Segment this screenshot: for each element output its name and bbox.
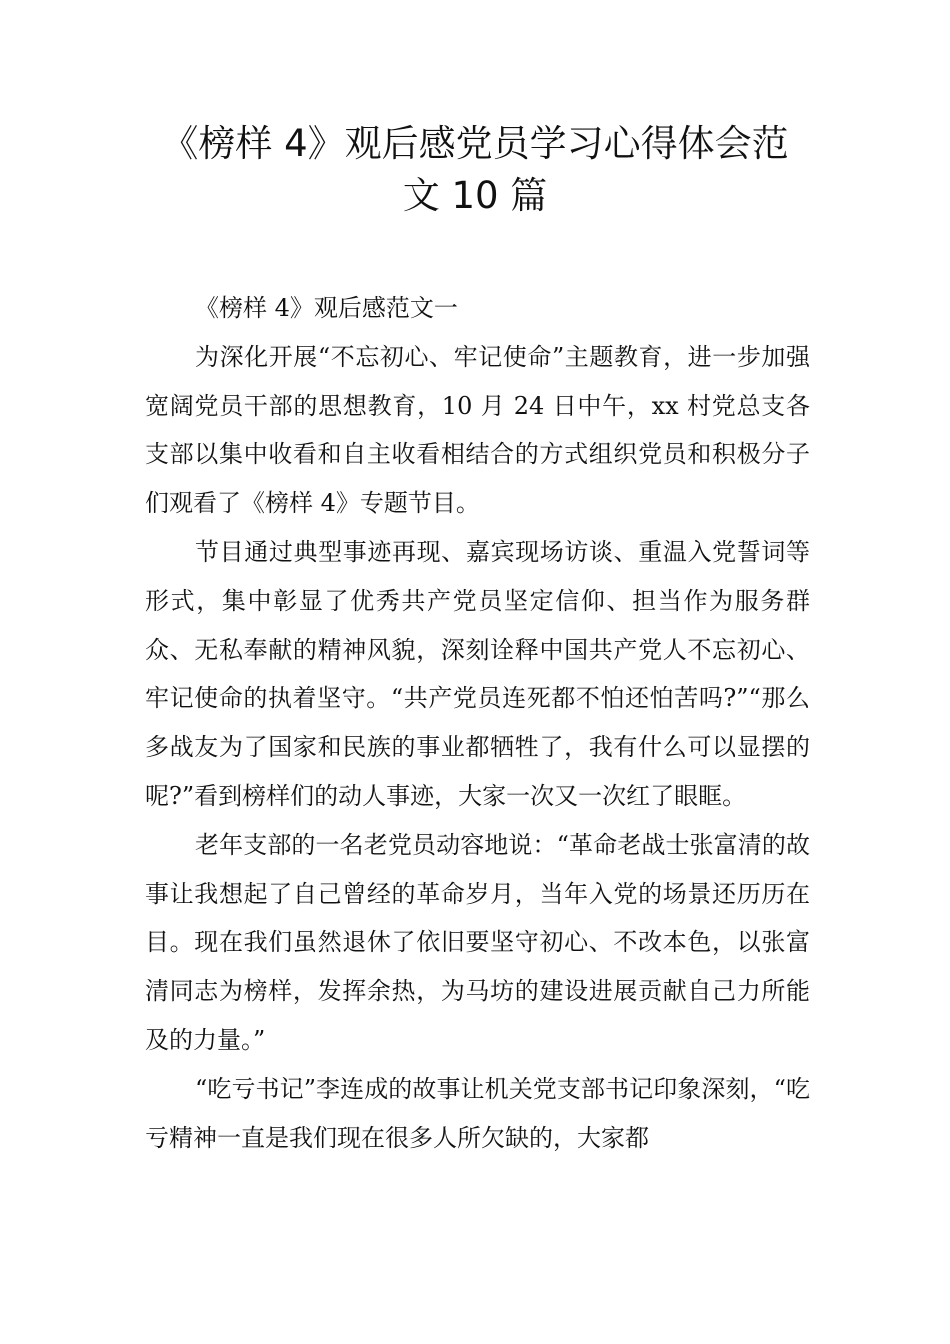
section-heading: 《榜样 4》观后感范文一 (195, 294, 458, 322)
paragraph: 节目通过典型事迹再现、嘉宾现场访谈、重温入党誓词等形式，集中彰显了优秀共产党员坚定信仰、担当作为服务群众、无私奉献的精神风貌，深刻诠释中国共产党人不忘初心、牢记使命的执着坚守。“共产党员连死都不怕还怕苦吗?”“那么多战友为了国家和民族的事业都牺牲了，我有什么可以显摆的呢?”看到榜样们的动人事迹，大家一次又一次红了眼眶。 (145, 537, 810, 810)
paragraph: 为深化开展“不忘初心、牢记使命”主题教育，进一步加强宽阔党员干部的思想教育，10 月 24 日中午，xx 村党总支各支部以集中收看和自主收看相结合的方式组织党员和积极分子们观看了《榜样 4》专题节目。 (145, 342, 810, 518)
paragraph: “吃亏书记”李连成的故事让机关党支部书记印象深刻，“吃亏精神一直是我们现在很多人所欠缺的，大家都 (145, 1074, 810, 1152)
document-body (145, 284, 810, 1162)
title-line-2: 文 10 篇 (402, 174, 548, 217)
document-title (120, 118, 830, 222)
title-line-1: 《榜样 4》观后感党员学习心得体会范 (161, 122, 789, 165)
paragraph: 老年支部的一名老党员动容地说：“革命老战士张富清的故事让我想起了自己曾经的革命岁月，当年入党的场景还历历在目。现在我们虽然退休了依旧要坚守初心、不改本色，以张富清同志为榜样，发挥余热，为马坊的建设进展贡献自己力所能及的力量。” (145, 830, 810, 1054)
